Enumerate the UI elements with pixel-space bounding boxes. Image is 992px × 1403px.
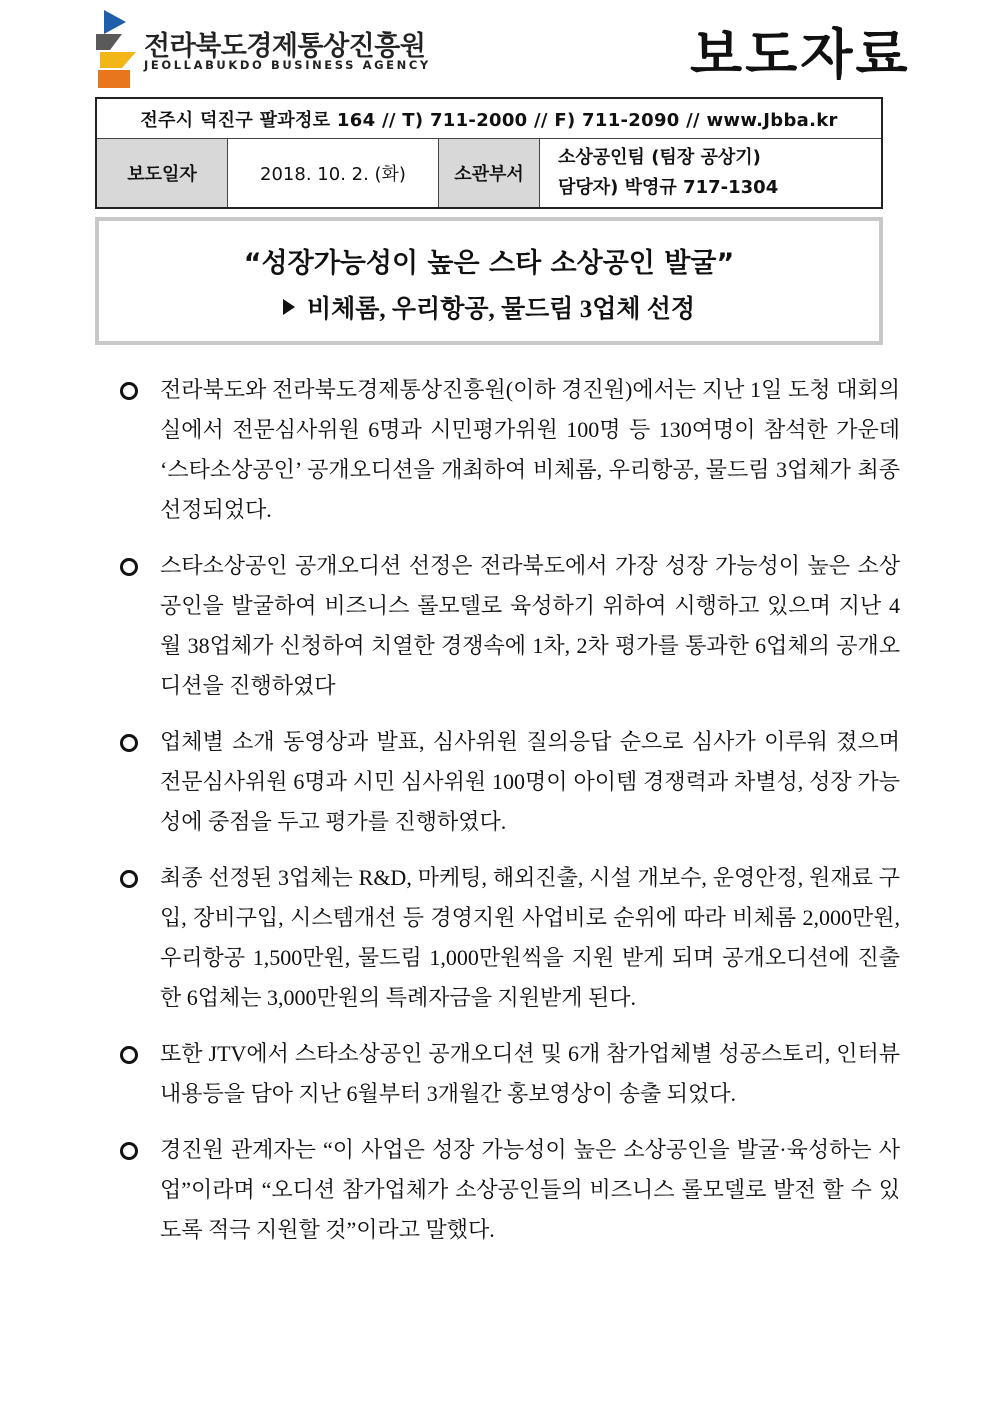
date-value: 2018. 10. 2. (화) bbox=[228, 139, 439, 209]
headline-subtitle-row bbox=[99, 289, 879, 325]
circle-bullet-icon bbox=[120, 870, 138, 888]
circle-bullet-icon bbox=[120, 1142, 138, 1160]
agency-logo bbox=[96, 8, 431, 88]
circle-bullet-icon bbox=[120, 734, 138, 752]
paragraph-text: 최종 선정된 3업체는 R&D, 마케팅, 해외진출, 시설 개보수, 운영안정, 원재료 구입, 장비구입, 시스템개선 등 경영지원 사업비로 순위에 따라 비체롬 2,000만원, 우리항공 1,500만원, 물드림 1,000만원씩을 지원 받게 되며 공개오디션에 진출한 6업체는 3,000만원의 특례자금을 지원받게 된다. bbox=[160, 865, 900, 1010]
circle-bullet-icon bbox=[120, 1046, 138, 1064]
body-paragraph bbox=[118, 1130, 900, 1250]
dept-team: 소상공인팀 (팀장 공상기) bbox=[558, 147, 761, 168]
triangle-bullet-icon bbox=[283, 299, 295, 315]
circle-bullet-icon bbox=[120, 558, 138, 576]
org-name-ko: 전라북도경제통상진흥원 bbox=[144, 31, 426, 62]
paragraph-text: 스타소상공인 공개오디션 선정은 전라북도에서 가장 성장 가능성이 높은 소상공인을 발굴하여 비즈니스 롤모델로 육성하기 위하여 시행하고 있으며 지난 4월 38업체가 신청하여 치열한 경쟁속에 1차, 2차 평가를 통과한 6업체의 공개오디션을 진행하였다 bbox=[160, 553, 900, 698]
paragraph-text: 전라북도와 전라북도경제통상진흥원(이하 경진원)에서는 지난 1일 도청 대회의실에서 전문심사위원 6명과 시민평가위원 100명 등 130여명이 참석한 가운데 ‘스타소상공인’ 공개오디션을 개최하여 비체롬, 우리항공, 물드림 3업체가 최종 선정되었다. bbox=[160, 377, 900, 522]
dept-label: 소관부서 bbox=[439, 139, 540, 209]
headline-subtitle: 비체롬, 우리항공, 물드림 3업체 선정 bbox=[306, 296, 696, 323]
paragraph-text: 경진원 관계자는 “이 사업은 성장 가능성이 높은 소상공인을 발굴·육성하는 사업”이라며 “오디션 참가업체가 소상공인들의 비즈니스 롤모델로 발전 할 수 있도록 적극 지원할 것”이라고 말했다. bbox=[160, 1137, 900, 1242]
document-type-title: 보도자료 bbox=[690, 23, 911, 86]
dept-contact: 담당자) 박영규 717-1304 bbox=[558, 177, 779, 198]
press-info-table bbox=[95, 97, 883, 209]
headline-title: “성장가능성이 높은 스타 소상공인 발굴” bbox=[243, 248, 735, 279]
press-body bbox=[118, 370, 900, 1266]
circle-bullet-icon bbox=[120, 382, 138, 400]
body-paragraph bbox=[118, 722, 900, 842]
body-paragraph bbox=[118, 370, 900, 530]
dept-value bbox=[540, 139, 883, 209]
headline-box bbox=[95, 217, 883, 345]
date-label: 보도일자 bbox=[96, 139, 228, 209]
agency-emblem-icon bbox=[96, 8, 140, 88]
body-paragraph bbox=[118, 546, 900, 706]
contact-line: 전주시 덕진구 팔과정로 164 // T) 711-2000 // F) 711-2090 // www.Jbba.kr bbox=[96, 98, 882, 139]
paragraph-text: 업체별 소개 동영상과 발표, 심사위원 질의응답 순으로 심사가 이루워 졌으며 전문심사위원 6명과 시민 심사위원 100명이 아이템 경쟁력과 차별성, 성장 가능성에 중점을 두고 평가를 진행하였다. bbox=[160, 729, 900, 834]
body-paragraph bbox=[118, 858, 900, 1018]
body-paragraph bbox=[118, 1034, 900, 1114]
org-name-en: JEOLLABUKDO BUSINESS AGENCY bbox=[144, 58, 431, 72]
paragraph-text: 또한 JTV에서 스타소상공인 공개오디션 및 6개 참가업체별 성공스토리, 인터뷰 내용등을 담아 지난 6월부터 3개월간 홍보영상이 송출 되었다. bbox=[160, 1041, 900, 1106]
